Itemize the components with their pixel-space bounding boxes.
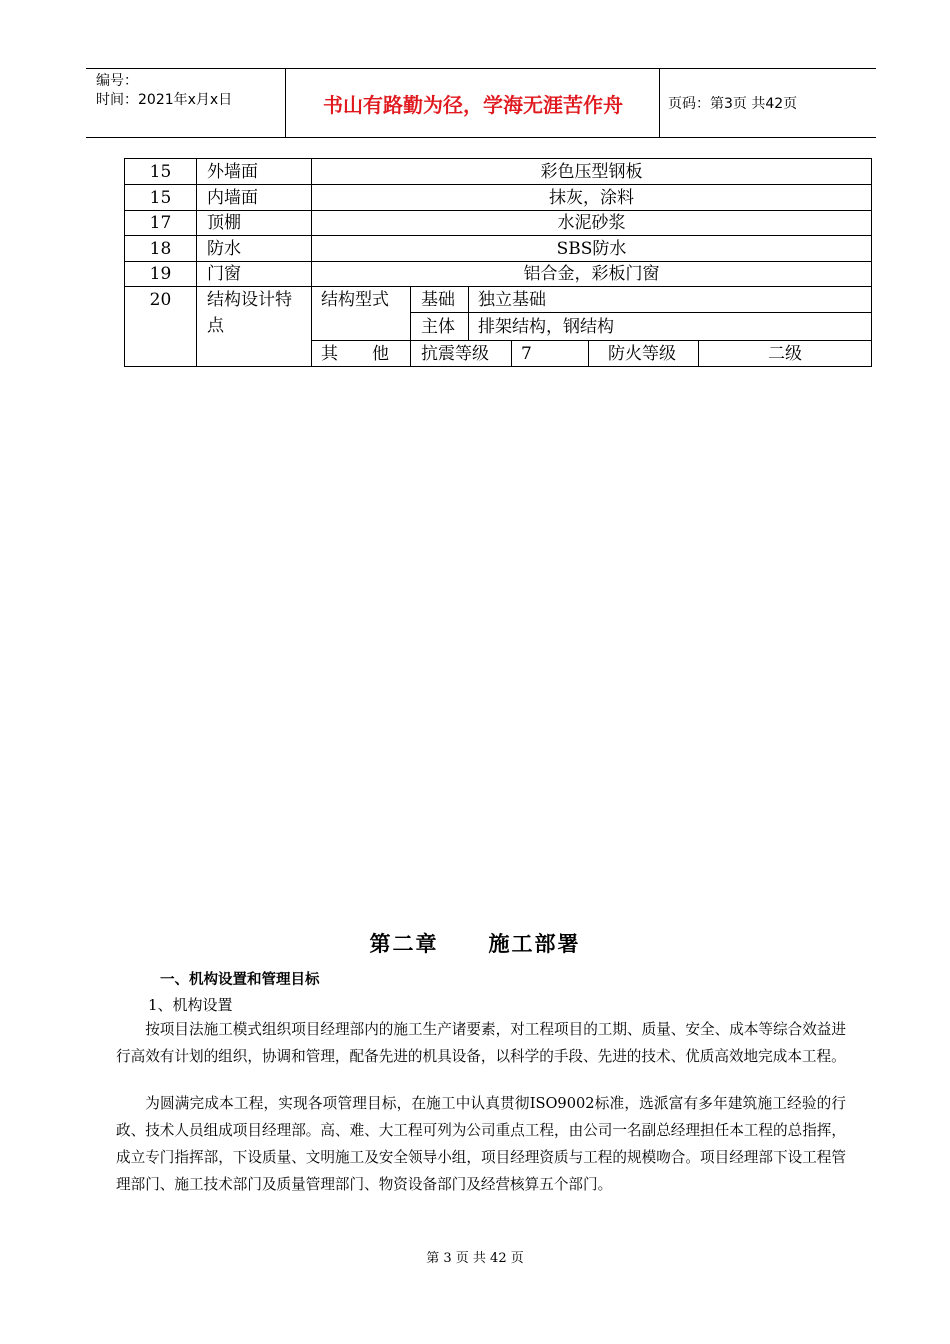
row-item: 内墙面 — [207, 188, 258, 208]
row-value: 彩色压型钢板 — [540, 162, 643, 182]
row-item: 顶棚 — [207, 213, 241, 233]
chapter-heading — [0, 928, 950, 958]
seismic-label: 抗震等级 — [421, 344, 489, 364]
row-number: 19 — [149, 264, 172, 284]
row-item: 防水 — [207, 239, 241, 259]
fire-label: 防火等级 — [608, 344, 676, 364]
row-number: 15 — [149, 188, 172, 208]
main-body-label: 主体 — [421, 317, 455, 337]
foundation-label: 基础 — [421, 290, 455, 310]
table-rule — [410, 286, 411, 366]
row-value: 铝合金，彩板门窗 — [523, 264, 660, 284]
main-body-value: 排架结构，钢结构 — [478, 317, 614, 337]
header-number-label: 编号： — [96, 73, 138, 89]
row-value: SBS防水 — [556, 239, 627, 259]
row-value: 水泥砂浆 — [557, 213, 626, 233]
table-rule — [468, 286, 469, 340]
paragraph: 为圆满完成本工程，实现各项管理目标，在施工中认真贯彻ISO9002标准，选派富有多年建筑施工经验的行政、技术人员组成项目经理部。高、难、大工程可列为公司重点工程，由公司一名副总经理担任本工程的总指挥，成立专门指挥部，下设质量、文明施工及安全领导小组，项目经理资质与工程的规模吻合。项目经理部下设工程管理部门、施工技术部门及质量管理部门、物资设备部门及经营核算五个部门。 — [116, 1095, 846, 1193]
row-item: 外墙面 — [207, 162, 258, 182]
chapter-number: 第二章 — [369, 932, 439, 956]
structure-item-line2: 点 — [207, 316, 224, 336]
structure-type-label: 结构型式 — [321, 290, 389, 310]
chapter-title: 施工部署 — [488, 932, 581, 956]
row-number: 17 — [149, 213, 172, 233]
fire-value: 二级 — [768, 344, 802, 364]
paragraph: 按项目法施工模式组织项目经理部内的施工生产诸要素，对工程项目的工期、质量、安全、成本等综合效益进行高效有计划的组织，协调和管理，配备先进的机具设备，以科学的手段、先进的技术、优质高效地完成本工程。 — [116, 1021, 846, 1065]
table-rule — [588, 340, 589, 366]
subsection-title: 1、机构设置 — [148, 996, 233, 1014]
table-rule — [511, 340, 512, 366]
header-meta — [86, 69, 286, 137]
row-number: 20 — [149, 290, 172, 310]
header-motto: 书山有路勤为径，学海无涯苦作舟 — [287, 69, 660, 137]
page-header — [86, 68, 876, 138]
foundation-value: 独立基础 — [478, 290, 546, 310]
table-rule — [196, 159, 197, 366]
other-label: 其 他 — [321, 344, 389, 364]
seismic-value: 7 — [521, 344, 532, 364]
section-title: 一、机构设置和管理目标 — [160, 972, 320, 988]
row-number: 18 — [149, 239, 172, 259]
row-number: 15 — [149, 162, 172, 182]
row-value: 抹灰，涂料 — [549, 188, 634, 208]
page-footer: 第 3 页 共 42 页 — [426, 1251, 524, 1266]
row-item: 门窗 — [207, 264, 241, 284]
building-spec-table — [124, 158, 872, 367]
header-time-label: 时间：2021年x月x日 — [96, 92, 233, 108]
structure-item-line1: 结构设计特 — [207, 290, 292, 310]
table-rule — [311, 340, 871, 341]
header-page-label: 页码：第3页 共42页 — [668, 96, 798, 112]
